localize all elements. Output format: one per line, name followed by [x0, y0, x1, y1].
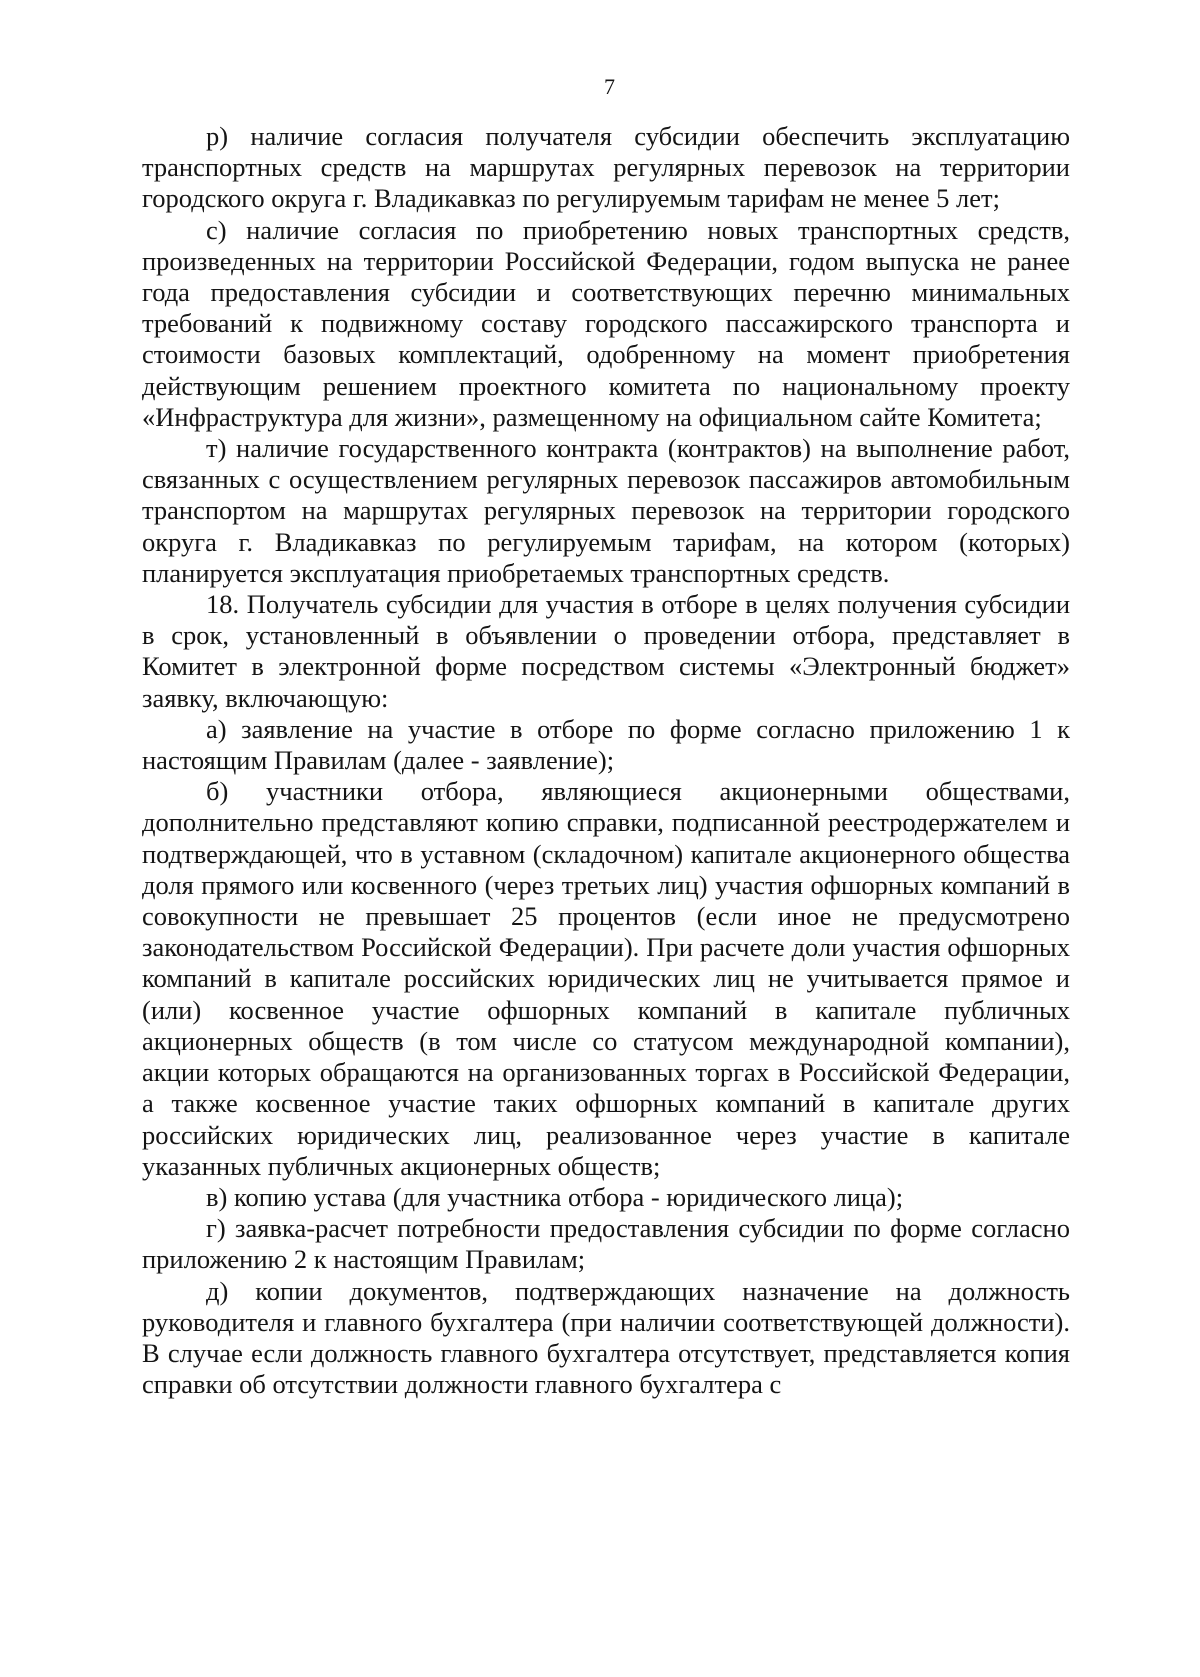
- paragraph-section-18: 18. Получатель субсидии для участия в отборе в целях получения субсидии в срок, установленный в объявлении о проведении отбора, представляет в Комитет в электронной форме посредством системы «Электронный бюджет» заявку, включающую:: [142, 589, 1070, 713]
- paragraph-item-s: с) наличие согласия по приобретению новых транспортных средств, произведенных на территории Российской Федерации, годом выпуска не ранее года предоставления субсидии и соответствующих перечню минимальных требований к подвижному составу городского пассажирского транспорта и стоимости базовых комплектаций, одобренному на момент приобретения действующим решением проектного комитета по национальному проекту «Инфраструктура для жизни», размещенному на официальном сайте Комитета;: [142, 214, 1070, 432]
- document-body: [142, 121, 1070, 1400]
- paragraph-item-b: б) участники отбора, являющиеся акционерными обществами, дополнительно представляют копию справки, подписанной реестродержателем и подтверждающей, что в уставном (складочном) капитале акционерного общества доля прямого или косвенного (через третьих лиц) участия офшорных компаний в совокупности не превышает 25 процентов (если иное не предусмотрено законодательством Российской Федерации). При расчете доли участия офшорных компаний в капитале российских юридических лиц не учитывается прямое и (или) косвенное участие офшорных компаний в капитале публичных акционерных обществ (в том числе со статусом международной компании), акции которых обращаются на организованных торгах в Российской Федерации, а также косвенное участие таких офшорных компаний в капитале других российских юридических лиц, реализованное через участие в капитале указанных публичных акционерных обществ;: [142, 776, 1070, 1181]
- paragraph-item-t: т) наличие государственного контракта (контрактов) на выполнение работ, связанных с осуществлением регулярных перевозок пассажиров автомобильным транспортом на маршрутах регулярных перевозок на территории городского округа г. Владикавказ по регулируемым тарифам, на котором (которых) планируется эксплуатация приобретаемых транспортных средств.: [142, 433, 1070, 588]
- paragraph-item-a: а) заявление на участие в отборе по форме согласно приложению 1 к настоящим Правилам (далее - заявление);: [142, 713, 1070, 776]
- paragraph-item-d: д) копии документов, подтверждающих назначение на должность руководителя и главного бухгалтера (при наличии соответствующей должности). В случае если должность главного бухгалтера отсутствует, представляется копия справки об отсутствии должности главного бухгалтера с: [142, 1275, 1070, 1400]
- page-number: 7: [604, 74, 615, 99]
- paragraph-item-r: р) наличие согласия получателя субсидии обеспечить эксплуатацию транспортных средств на маршрутах регулярных перевозок на территории городского округа г. Владикавказ по регулируемым тарифам не менее 5 лет;: [142, 121, 1070, 214]
- paragraph-item-v: в) копию устава (для участника отбора - юридического лица);: [206, 1181, 904, 1212]
- paragraph-item-g: г) заявка-расчет потребности предоставления субсидии по форме согласно приложению 2 к настоящим Правилам;: [142, 1213, 1070, 1275]
